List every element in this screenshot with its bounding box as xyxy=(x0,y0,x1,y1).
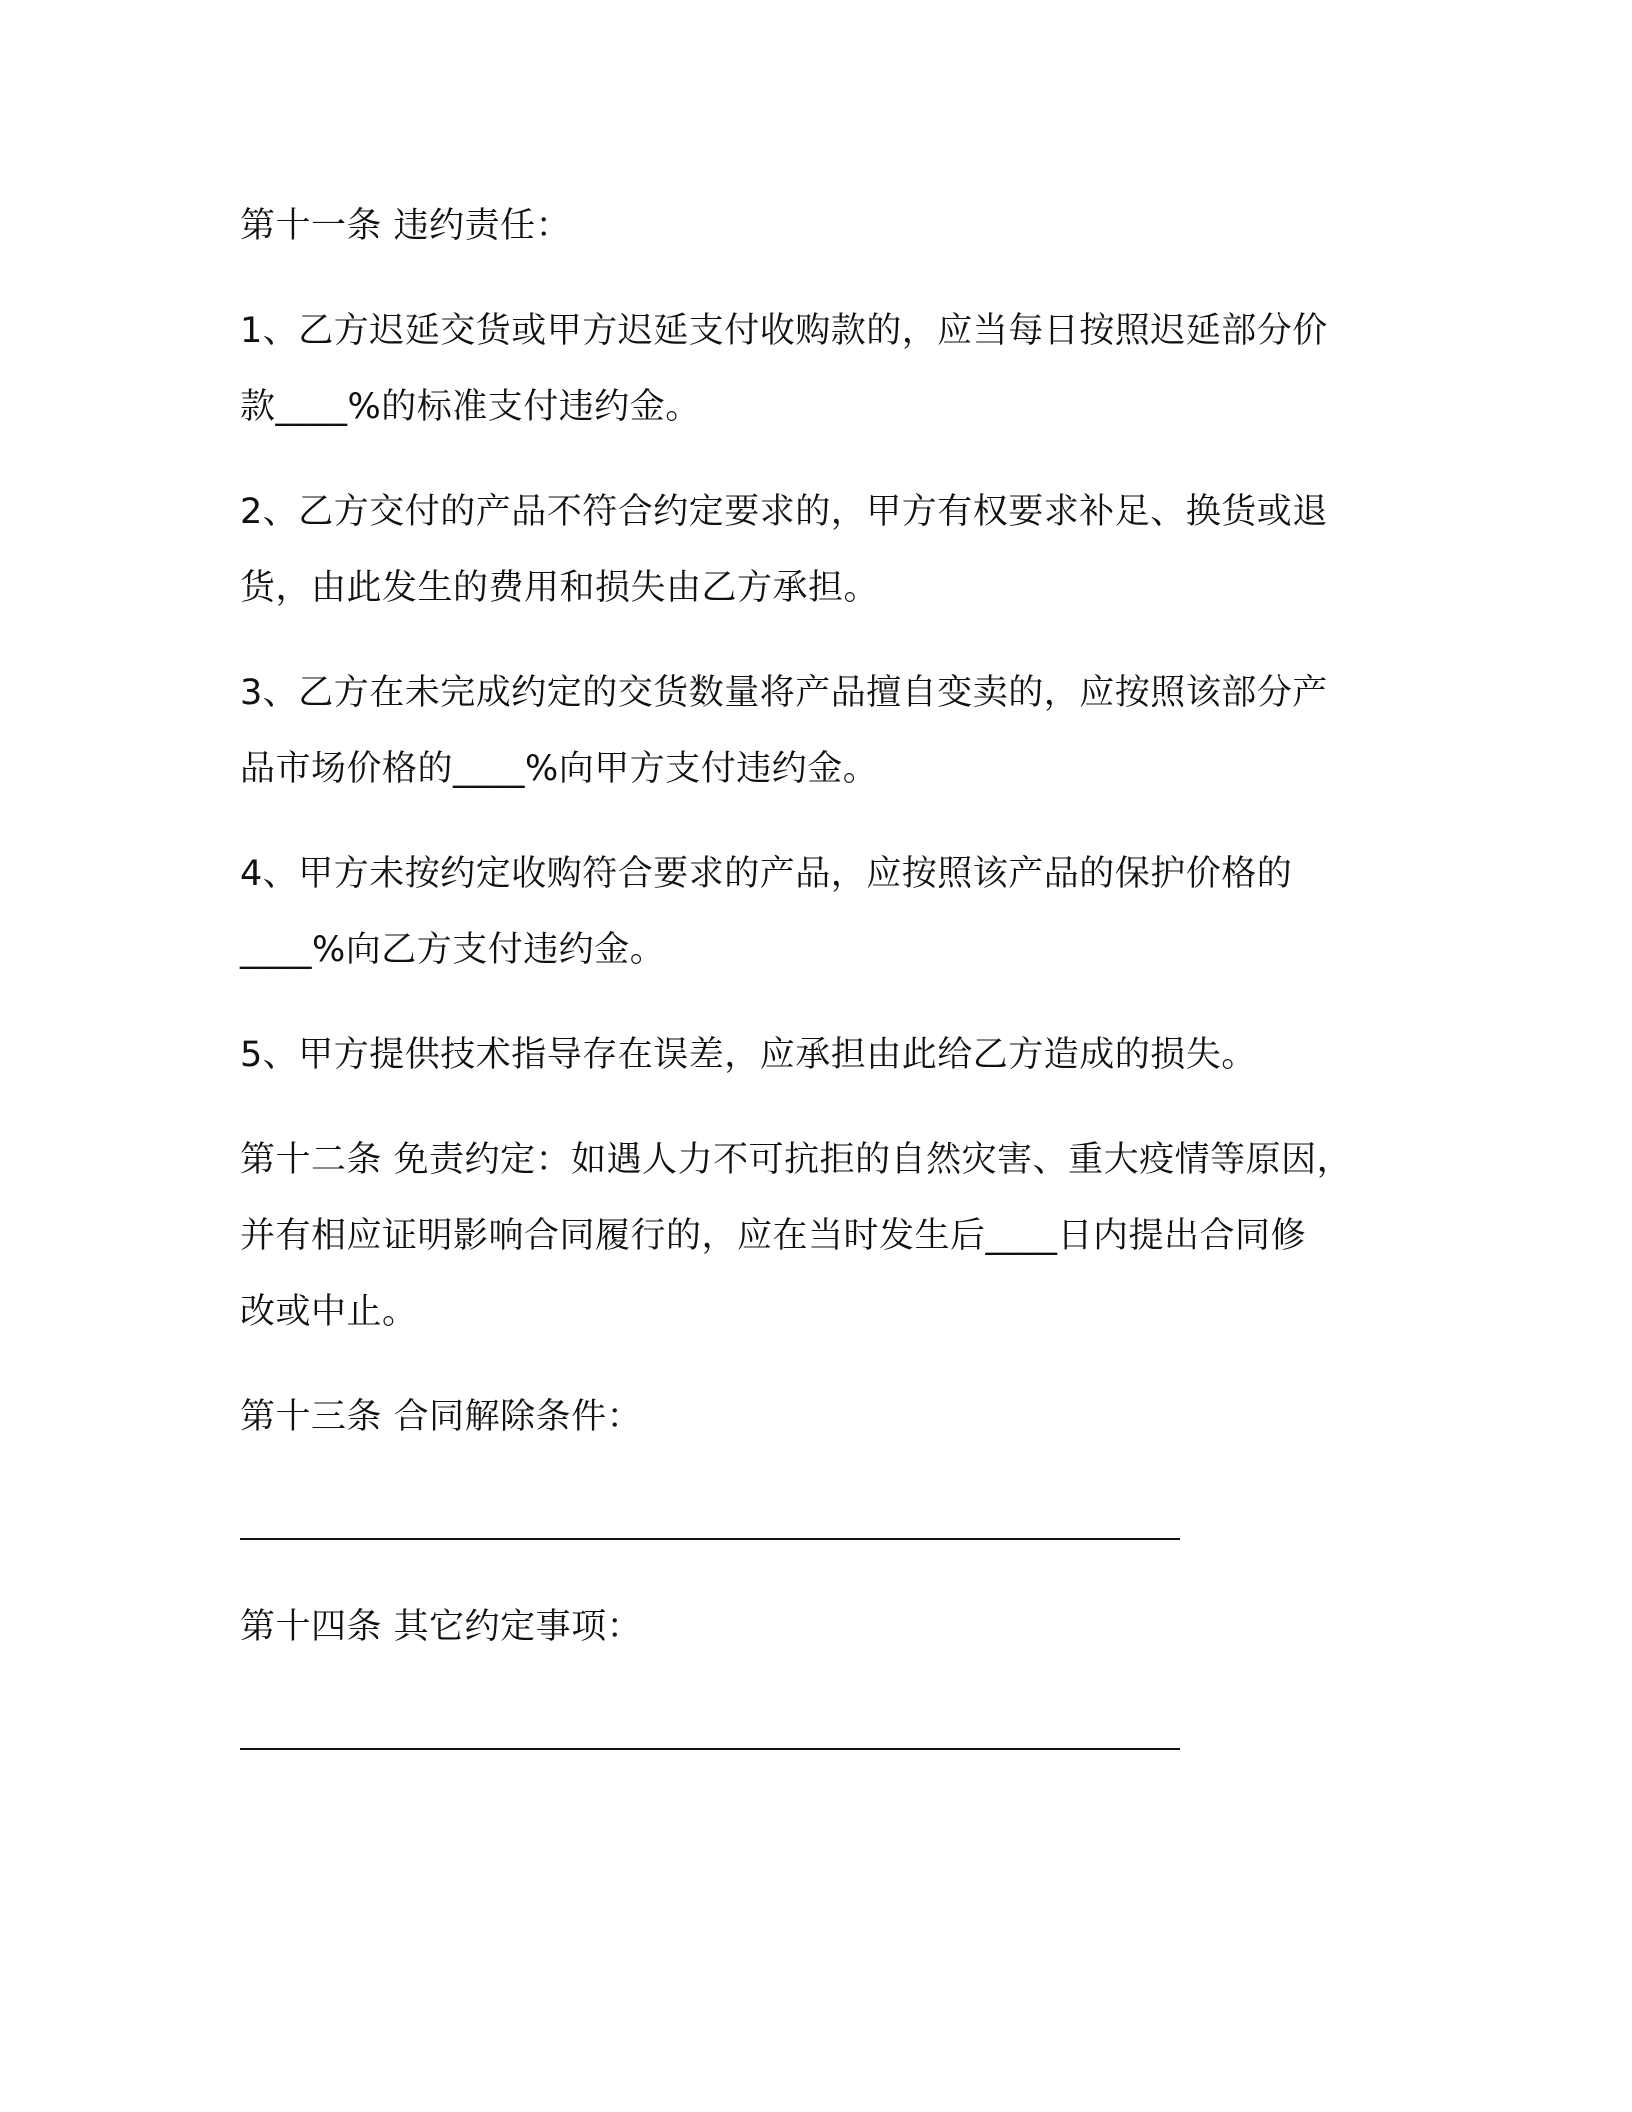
article-14-title: 第十四条 其它约定事项： xyxy=(240,1607,643,1647)
article-11-item-4-line-2: ____%向乙方支付违约金。 xyxy=(240,930,666,970)
article-13-blank-rule xyxy=(240,1538,1180,1540)
article-14-blank-line xyxy=(240,1694,1390,1770)
article-11-item-1-line-1: 1、乙方迟延交货或甲方迟延支付收购款的，应当每日按照迟延部分价 xyxy=(240,311,1328,351)
article-12-line-1: 第十二条 免责约定：如遇人力不可抗拒的自然灾害、重大疫情等原因， xyxy=(240,1140,1353,1180)
document-body xyxy=(240,188,1390,1770)
article-13-blank-line xyxy=(240,1484,1390,1560)
article-14-blank-rule xyxy=(240,1748,1180,1750)
article-11-item-5-line-1: 5、甲方提供技术指导存在误差，应承担由此给乙方造成的损失。 xyxy=(240,1035,1257,1075)
article-11-item-3-line-1: 3、乙方在未完成约定的交货数量将产品擅自变卖的，应按照该部分产 xyxy=(240,673,1328,713)
article-11-item-2-line-1: 2、乙方交付的产品不符合约定要求的，甲方有权要求补足、换货或退 xyxy=(240,492,1328,532)
article-11-title: 第十一条 违约责任： xyxy=(240,206,572,246)
article-11-item-3-line-2: 品市场价格的____%向甲方支付违约金。 xyxy=(240,749,879,789)
article-11-item-4-line-1: 4、甲方未按约定收购符合要求的产品，应按照该产品的保护价格的 xyxy=(240,854,1293,894)
article-12-line-2: 并有相应证明影响合同履行的，应在当时发生后____日内提出合同修 xyxy=(240,1216,1307,1256)
article-11-item-2-line-2: 货，由此发生的费用和损失由乙方承担。 xyxy=(240,568,880,608)
article-12-line-3: 改或中止。 xyxy=(240,1292,418,1332)
article-11-item-1-line-2: 款____%的标准支付违约金。 xyxy=(240,387,701,427)
article-13-title: 第十三条 合同解除条件： xyxy=(240,1397,643,1437)
